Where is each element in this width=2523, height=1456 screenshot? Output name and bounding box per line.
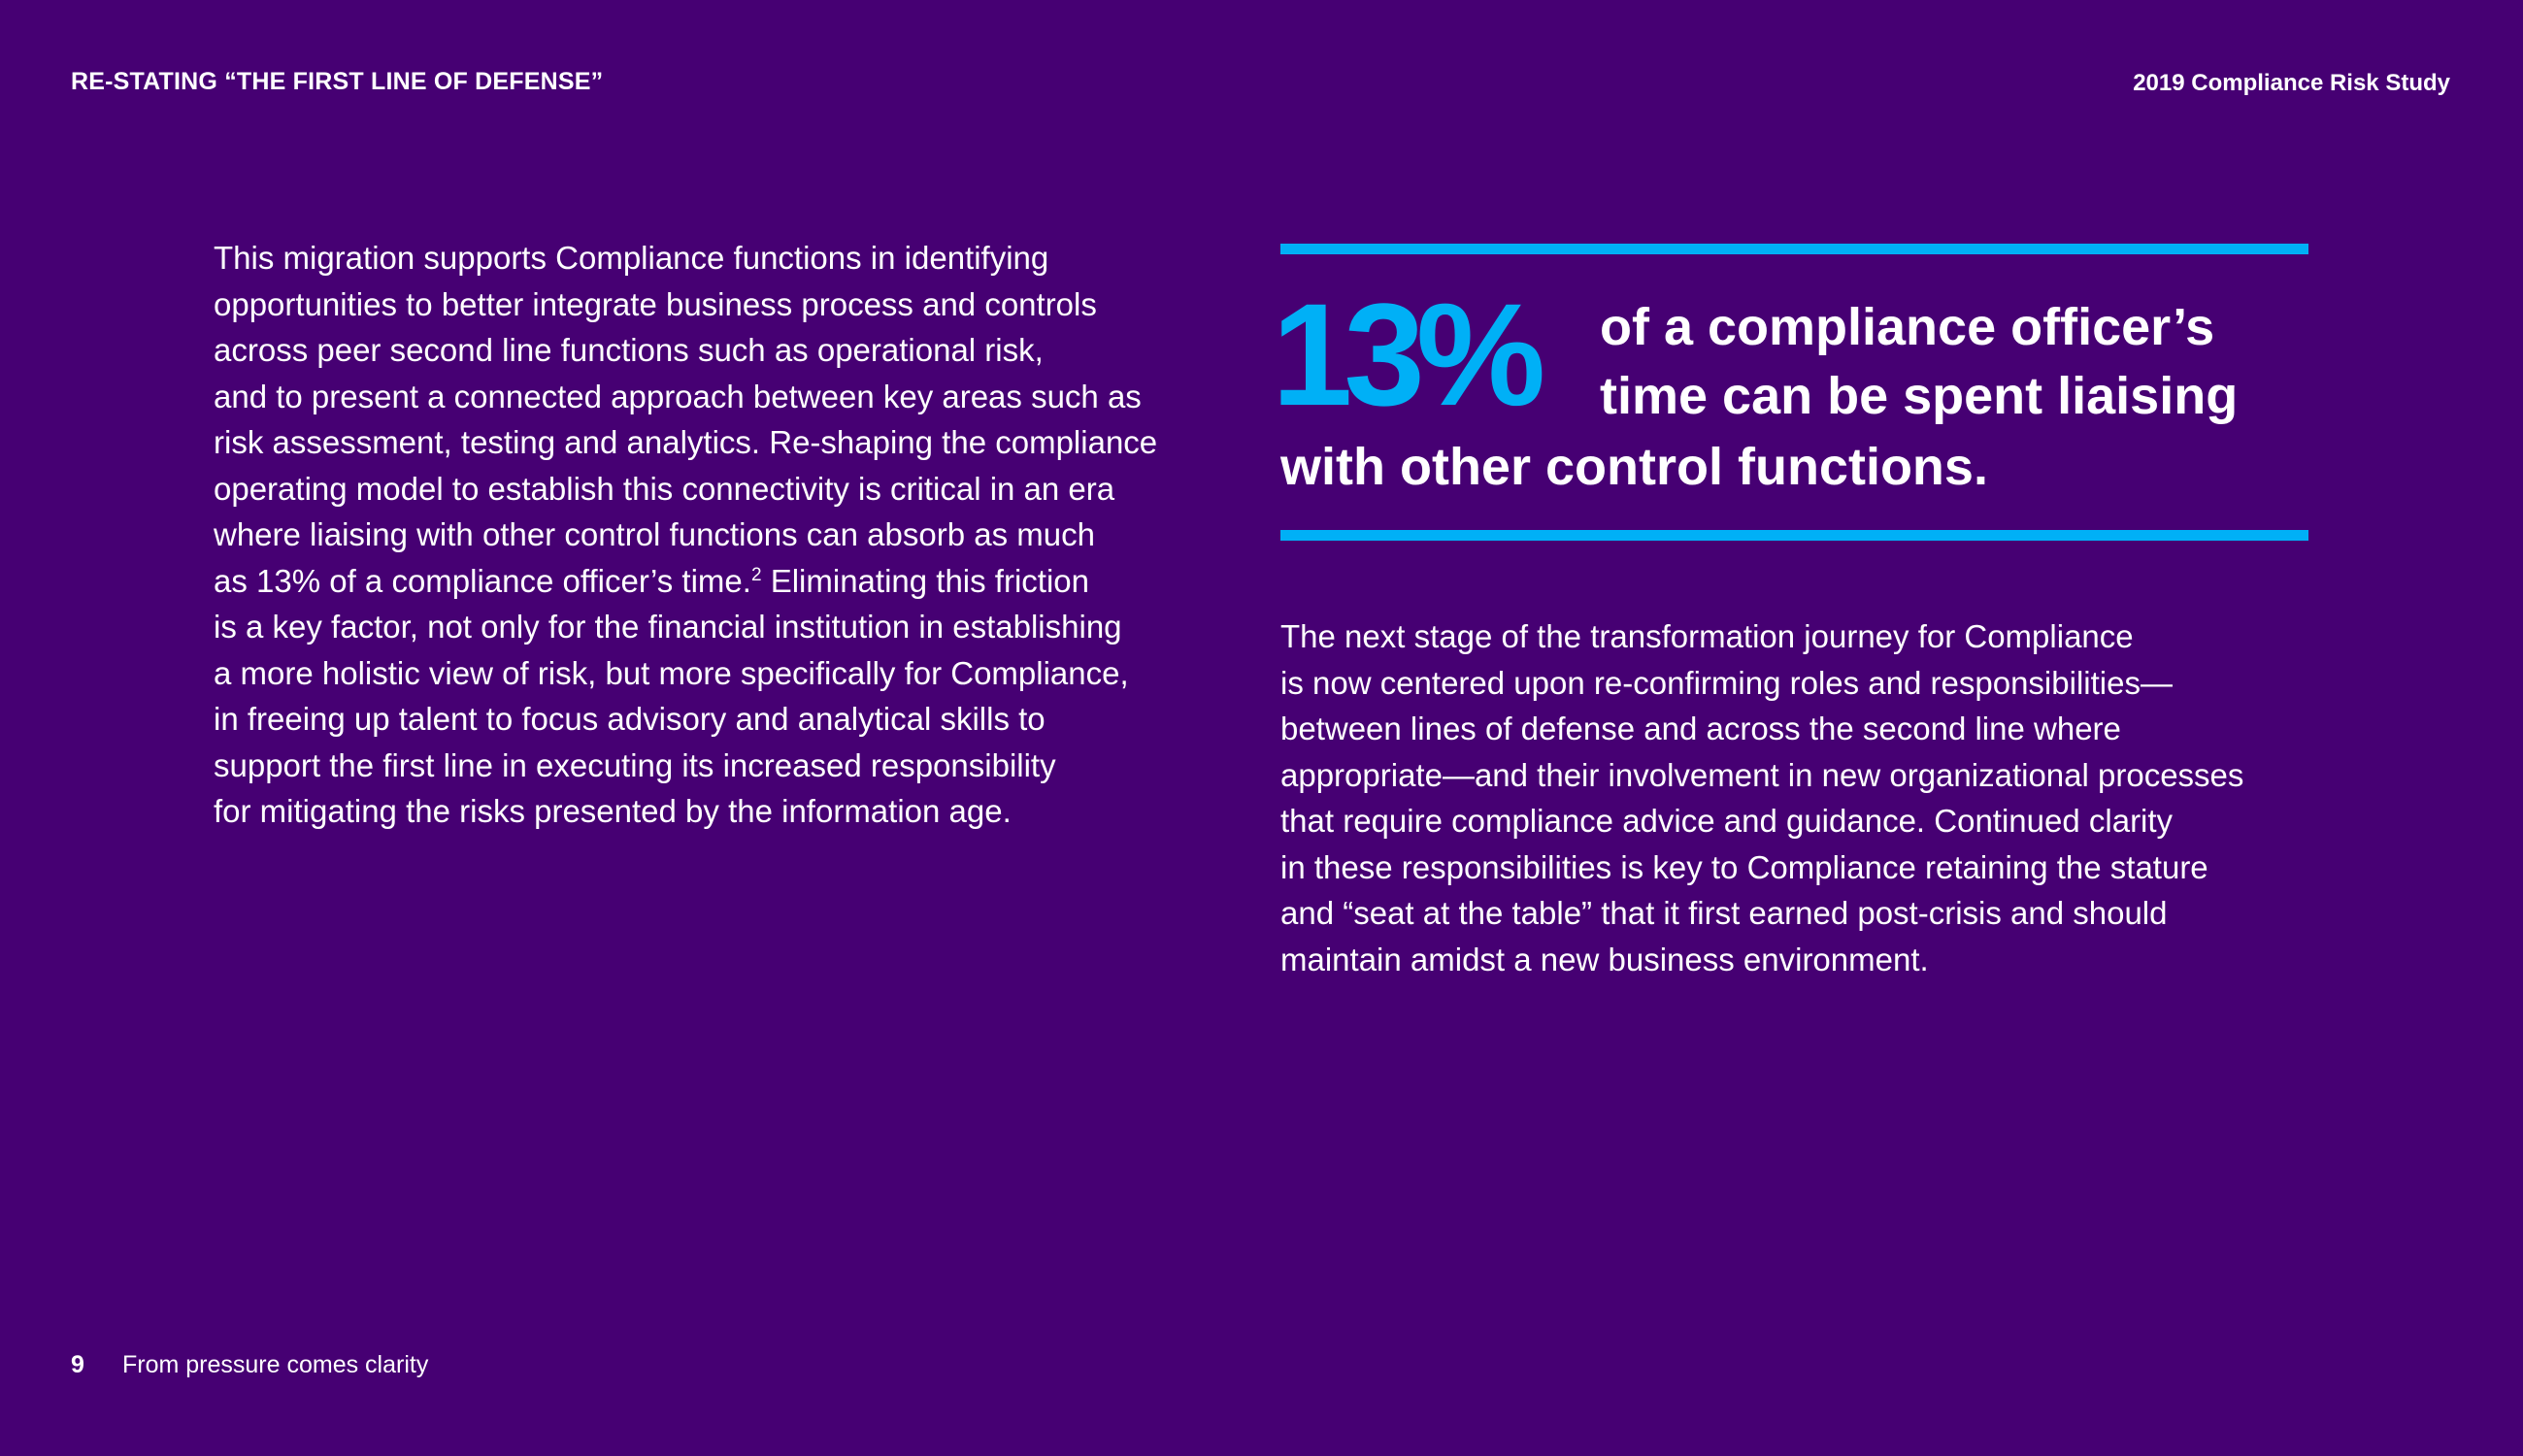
text-line-with-footnote [214, 558, 1194, 605]
page-number: 9 [71, 1351, 84, 1378]
publication-title: 2019 Compliance Risk Study [2133, 70, 2450, 96]
text-line: This migration supports Compliance functions in identifying [214, 240, 1049, 276]
text-line: opportunities to better integrate business process and controls [214, 285, 1097, 322]
right-body-text [1280, 613, 2309, 982]
page-footer [71, 1351, 428, 1379]
text-line: that require compliance advice and guidance. Continued clarity [1280, 803, 2174, 839]
section-title: RE-STATING “THE FIRST LINE OF DEFENSE” [71, 68, 604, 95]
text-line: is a key factor, not only for the financial institution in establishing [214, 609, 1122, 645]
text-line: in these responsibilities is key to Compliance retaining the stature [1280, 848, 2208, 885]
text-line: The next stage of the transformation journey for Compliance [1280, 618, 2134, 654]
text-line: maintain amidst a new business environment. [1280, 941, 1929, 977]
text-line: risk assessment, testing and analytics. Re-shaping the compliance [214, 424, 1158, 460]
text-fragment: Eliminating this friction [761, 562, 1089, 599]
callout-line: with other control functions. [1280, 438, 1988, 496]
text-line: between lines of defense and across the second line where [1280, 711, 2121, 746]
text-line: is now centered upon re-confirming roles and responsibilities— [1280, 664, 2173, 701]
text-line: a more holistic view of risk, but more specifically for Compliance, [214, 654, 1129, 691]
callout-stat-number: 13% [1272, 273, 1538, 436]
text-line: across peer second line functions such as operational risk, [214, 332, 1044, 368]
text-line: and to present a connected approach between key areas such as [214, 378, 1142, 414]
text-line: operating model to establish this connectivity is critical in an era [214, 470, 1115, 507]
text-fragment: as 13% of a compliance officer’s time. [214, 562, 751, 599]
callout-stat-text [1600, 293, 2308, 431]
footer-tagline: From pressure comes clarity [122, 1351, 429, 1378]
text-line: where liaising with other control functions can absorb as much [214, 516, 1095, 552]
text-line: and “seat at the table” that it first earned post-crisis and should [1280, 895, 2168, 931]
text-line: in freeing up talent to focus advisory and analytical skills to [214, 701, 1046, 737]
callout-bottom-rule [1280, 530, 2308, 541]
callout-line: time can be spent liaising [1600, 367, 2239, 425]
left-body-text [214, 235, 1194, 835]
text-line: for mitigating the risks presented by the information age. [214, 793, 1012, 829]
callout-top-rule [1280, 244, 2308, 254]
text-line: appropriate—and their involvement in new organizational processes [1280, 756, 2244, 793]
text-line: support the first line in executing its increased responsibility [214, 746, 1056, 783]
callout-line: of a compliance officer’s [1600, 298, 2215, 356]
footnote-reference: 2 [750, 564, 762, 585]
